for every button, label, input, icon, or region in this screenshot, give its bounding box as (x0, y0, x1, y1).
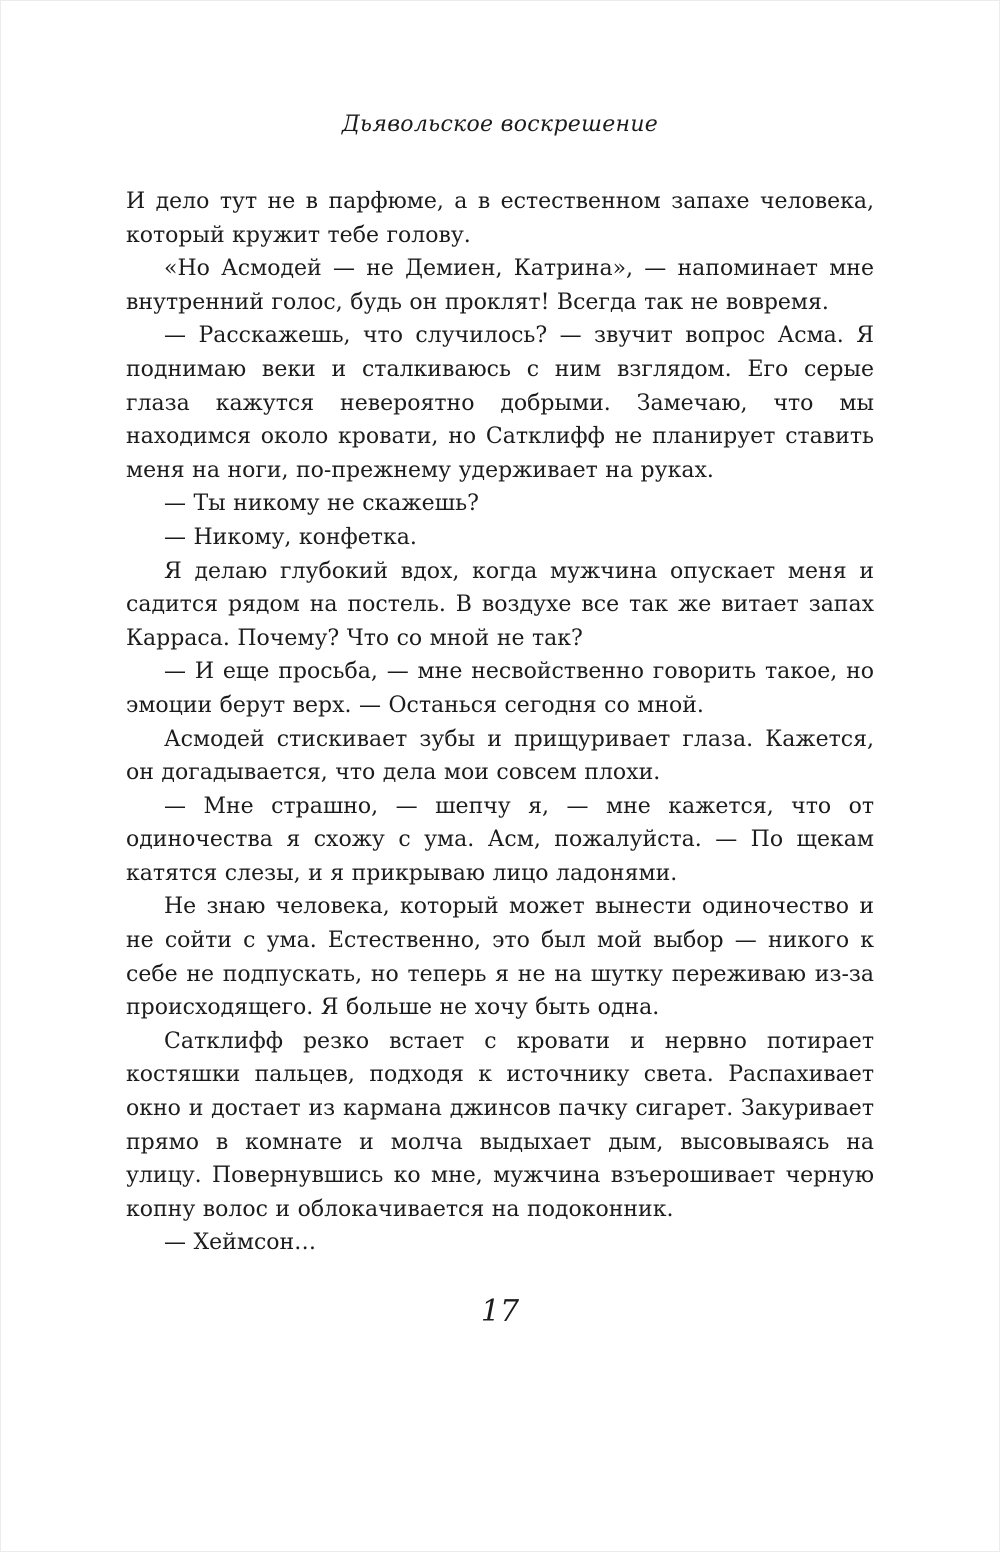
paragraph: — Никому, конфетка. (164, 524, 417, 550)
paragraph: — Ты никому не скажешь? (164, 491, 479, 517)
paragraph: Сатклифф резко встает с кровати и нервно потирает костяшки пальцев, подходя к источнику света. Распахивает окно и достает из кармана джинсов пачку сигарет. Закуривает прямо в комнате и молча выдыхает дым, высовываясь на улицу. Повернувшись ко мне, мужчина взъерошивает черную копну волос и облокачивается на подоконник. (126, 1028, 874, 1222)
paragraph: — Расскажешь, что случилось? — звучит вопрос Асма. Я поднимаю веки и сталкиваюсь с ним взглядом. Его серые глаза кажутся невероятно добрыми. Замечаю, что мы находимся около кровати, но Сатклифф не планирует ставить меня на ноги, по-прежнему удерживает на руках. (126, 323, 874, 483)
paragraph: Не знаю человека, который может вынести одиночество и не сойти с ума. Естественно, это был мой выбор — никого к себе не подпускать, но теперь я не на шутку переживаю из-за происходящего. Я больше не хочу быть одна. (126, 894, 874, 1021)
paragraph: Асмодей стискивает зубы и прищуривает глаза. Кажется, он догадывается, что дела мои совсем плохи. (126, 726, 874, 786)
paragraph: Я делаю глубокий вдох, когда мужчина опускает меня и садится рядом на постель. В воздухе все так же витает запах Карраса. Почему? Что со мной не так? (126, 558, 874, 651)
paragraph: — Мне страшно, — шепчу я, — мне кажется, что от одиночества я схожу с ума. Асм, пожалуйста. — По щекам катятся слезы, и я прикрываю лицо ладонями. (126, 793, 874, 886)
paragraph: — И еще просьба, — мне несвойственно говорить такое, но эмоции берут верх. — Останься сегодня со мной. (126, 659, 874, 718)
paragraph: «Но Асмодей — не Демиен, Катрина», — напоминает мне внутренний голос, будь он проклят! Всегда так не вовремя. (126, 256, 874, 315)
body-text (126, 185, 874, 1260)
page-number: 17 (480, 1294, 520, 1329)
paragraph: — Хеймсон… (164, 1230, 317, 1256)
running-header: Дьявольское воскрешение (341, 112, 659, 137)
paragraph: И дело тут не в парфюме, а в естественном запахе человека, который кружит тебе голову. (126, 189, 874, 248)
